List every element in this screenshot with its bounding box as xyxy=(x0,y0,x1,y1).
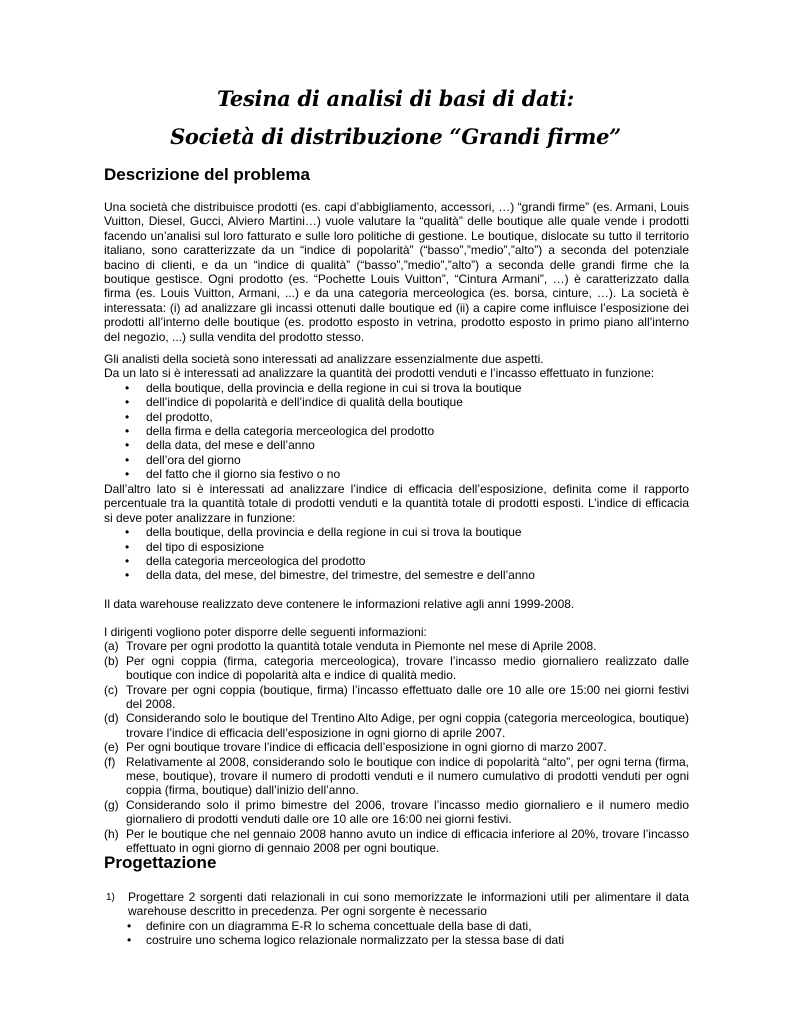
intro-paragraph: Una società che distribuisce prodotti (es. capi d’abbigliamento, accessori, …) “grandi firme” (es. Armani, Louis Vuitton, Diesel, Gucci, Alviero Martini…) vuole valutare la “qualità” delle boutique alle quale vende i prodotti facendo un’analisi sul loro fatturato e sulle loro politiche di gestione. Le boutique, dislocate su tutto il territorio italiano, sono caratterizzate da un “indice di popolarità” (“basso”,”medio”,”alto”) a seconda del potenziale bacino di clienti, e da un “indice di qualità” (“basso”,”medio”,”alto”) a seconda delle grandi firme che la boutique gestisce. Ogni prodotto (es. “Pochette Louis Vuitton”, “Cintura Armani”, …) è caratterizzato dalla firma (es. Louis Vuitton, Armani, ...) e da una categoria merceologica (es. borsa, cinture, …). La società è interessata: (i) ad analizzare gli incassi ottenuti dalle boutique ed (ii) a capire come influisce l’esposizione dei prodotti all’interno delle boutique (es. prodotto esposto in vetrina, prodotto esposto in primo piano all’interno del negozio, ...) sulla vendita del prodotto stesso. xyxy=(104,200,689,344)
design-item-number: 1) xyxy=(106,892,115,903)
section-heading-descrizione: Descrizione del problema xyxy=(104,165,310,184)
second-aspect-bullet-item xyxy=(104,554,689,568)
design-bullet-item-text: definire con un diagramma E-R lo schema concettuale della base di dati, xyxy=(146,918,532,933)
first-aspect-bullet-item-text: dell’indice di popolarità e dell’indice di qualità della boutique xyxy=(146,395,463,410)
design-bullet-item-text: costruire uno schema logico relazionale normalizzato per la stessa base di dati xyxy=(146,933,565,948)
design-bullet-item xyxy=(104,933,689,947)
bullet-icon: • xyxy=(125,424,130,439)
document-title-line-2: Società di distribuzione “Grandi firme” xyxy=(170,124,621,149)
bullet-icon: • xyxy=(125,554,130,569)
first-aspect-bullet-item-text: della data, del mese e dell’anno xyxy=(146,438,315,453)
query-item xyxy=(104,639,689,653)
query-item xyxy=(104,683,689,712)
query-item xyxy=(104,740,689,754)
first-aspect-bullet-item xyxy=(104,438,689,452)
query-text: Trovare per ogni coppia (boutique, firma) l’incasso effettuato dalle ore 10 alle ore 15:00 nei giorni festivi del 2008. xyxy=(126,682,689,712)
second-aspect-bullet-item xyxy=(104,525,689,539)
first-aspect-bullet-item xyxy=(104,424,689,438)
design-bullet-item xyxy=(104,919,689,933)
bullet-icon: • xyxy=(125,409,130,424)
second-aspect-bullet-list xyxy=(104,525,689,583)
first-aspect-bullet-item-text: della firma e della categoria merceologica del prodotto xyxy=(146,424,435,439)
first-aspect-bullet-item xyxy=(104,467,689,481)
query-label: (e) xyxy=(104,740,119,755)
data-warehouse-line: Il data warehouse realizzato deve contenere le informazioni relative agli anni 1999-2008. xyxy=(104,597,575,611)
query-label: (d) xyxy=(104,711,119,726)
first-aspect-bullet-item xyxy=(104,453,689,467)
first-aspect-bullet-list xyxy=(104,381,689,482)
first-aspect-block xyxy=(104,352,689,482)
first-aspect-bullet-item-text: del fatto che il giorno sia festivo o no xyxy=(146,467,341,482)
query-label: (a) xyxy=(104,639,119,654)
query-text: Per ogni coppia (firma, categoria merceologica), trovare l’incasso medio giornaliero realizzato dalle boutique con indice di popolarità alta e indice di qualità medio. xyxy=(126,653,689,683)
design-item-1 xyxy=(104,890,689,919)
managers-line: I dirigenti vogliono poter disporre delle seguenti informazioni: xyxy=(104,625,427,639)
query-item xyxy=(104,755,689,798)
first-aspect-bullet-item-text: della boutique, della provincia e della regione in cui si trova la boutique xyxy=(146,380,522,395)
query-label: (f) xyxy=(104,754,116,769)
first-aspect-bullet-item-text: del prodotto, xyxy=(146,409,213,424)
query-label: (g) xyxy=(104,797,119,812)
analysts-line: Gli analisti della società sono interessati ad analizzare essenzialmente due aspetti. xyxy=(104,352,544,366)
query-label: (b) xyxy=(104,653,119,668)
bullet-icon: • xyxy=(125,467,130,482)
design-block xyxy=(104,890,689,948)
second-aspect-bullet-item-text: della categoria merceologica del prodotto xyxy=(146,554,366,569)
second-aspect-bullet-item-text: del tipo di esposizione xyxy=(146,539,265,554)
bullet-icon: • xyxy=(125,380,130,395)
second-aspect-bullet-item xyxy=(104,568,689,582)
query-text: Considerando solo le boutique del Trentino Alto Adige, per ogni coppia (categoria merceologica, boutique) trovare l’indice di efficacia dell’esposizione in ogni giorno di aprile 2007. xyxy=(126,711,689,740)
second-aspect-bullet-item xyxy=(104,540,689,554)
bullet-icon: • xyxy=(127,918,132,933)
design-item-text: Progettare 2 sorgenti dati relazionali in cui sono memorizzate le informazioni utili per alimentare il data warehouse descritto in precedenza. Per ogni sorgente è necessario xyxy=(128,890,689,919)
query-label: (h) xyxy=(104,826,119,841)
first-aspect-bullet-item-text: dell’ora del giorno xyxy=(146,452,241,467)
document-title-line-1: Tesina di analisi di basi di dati: xyxy=(217,86,574,111)
query-label: (c) xyxy=(104,682,118,697)
queries-block xyxy=(104,625,689,856)
query-item xyxy=(104,711,689,740)
second-aspect-bullet-item-text: della boutique, della provincia e della regione in cui si trova la boutique xyxy=(146,525,522,540)
bullet-icon: • xyxy=(125,438,130,453)
bullet-icon: • xyxy=(125,452,130,467)
bullet-icon: • xyxy=(125,539,130,554)
bullet-icon: • xyxy=(125,395,130,410)
second-aspect-bullet-item-text: della data, del mese, del bimestre, del trimestre, del semestre e dell’anno xyxy=(146,568,535,583)
bullet-icon: • xyxy=(127,933,132,948)
query-text: Per ogni boutique trovare l’indice di efficacia dell’esposizione in ogni giorno di marzo 2007. xyxy=(126,740,607,755)
first-aspect-line: Da un lato si è interessati ad analizzare la quantità dei prodotti venduti e l’incasso effettuato in funzione: xyxy=(104,366,655,381)
bullet-icon: • xyxy=(125,525,130,540)
first-aspect-bullet-item xyxy=(104,395,689,409)
first-aspect-bullet-item xyxy=(104,410,689,424)
query-list xyxy=(104,639,689,855)
query-item xyxy=(104,827,689,856)
second-aspect-block xyxy=(104,482,689,583)
first-aspect-bullet-item xyxy=(104,381,689,395)
query-text: Trovare per ogni prodotto la quantità totale venduta in Piemonte nel mese di Aprile 2008. xyxy=(126,639,597,654)
second-aspect-paragraph: Dall’altro lato si è interessati ad analizzare l’indice di efficacia dell’esposizione, definita come il rapporto percentuale tra la quantità totale di prodotti venduti e la quantità totale di prodotti esposti. L’indice di efficacia si deve poter analizzare in funzione: xyxy=(104,482,689,525)
query-text: Per le boutique che nel gennaio 2008 hanno avuto un indice di efficacia inferiore al 20%, trovare l’incasso effettuato in ogni giorno di gennaio 2008 per ogni boutique. xyxy=(126,826,689,856)
query-item xyxy=(104,654,689,683)
bullet-icon: • xyxy=(125,568,130,583)
query-text: Considerando solo il primo bimestre del 2006, trovare l’incasso medio giornaliero e il numero medio giornaliero di prodotti venduti dalle ore 10 alle ore 16:00 nei giorni festivi. xyxy=(126,797,689,827)
query-text: Relativamente al 2008, considerando solo le boutique con indice di popolarità “alto”, per ogni terna (firma, mese, boutique), trovare il numero di prodotti venduti e il numero cumulativo di prodotti venduti per ogni coppia (firma, boutique) dall’inizio dell’anno. xyxy=(126,754,689,798)
query-item xyxy=(104,798,689,827)
design-bullet-list xyxy=(104,919,689,948)
section-heading-progettazione: Progettazione xyxy=(104,853,217,872)
